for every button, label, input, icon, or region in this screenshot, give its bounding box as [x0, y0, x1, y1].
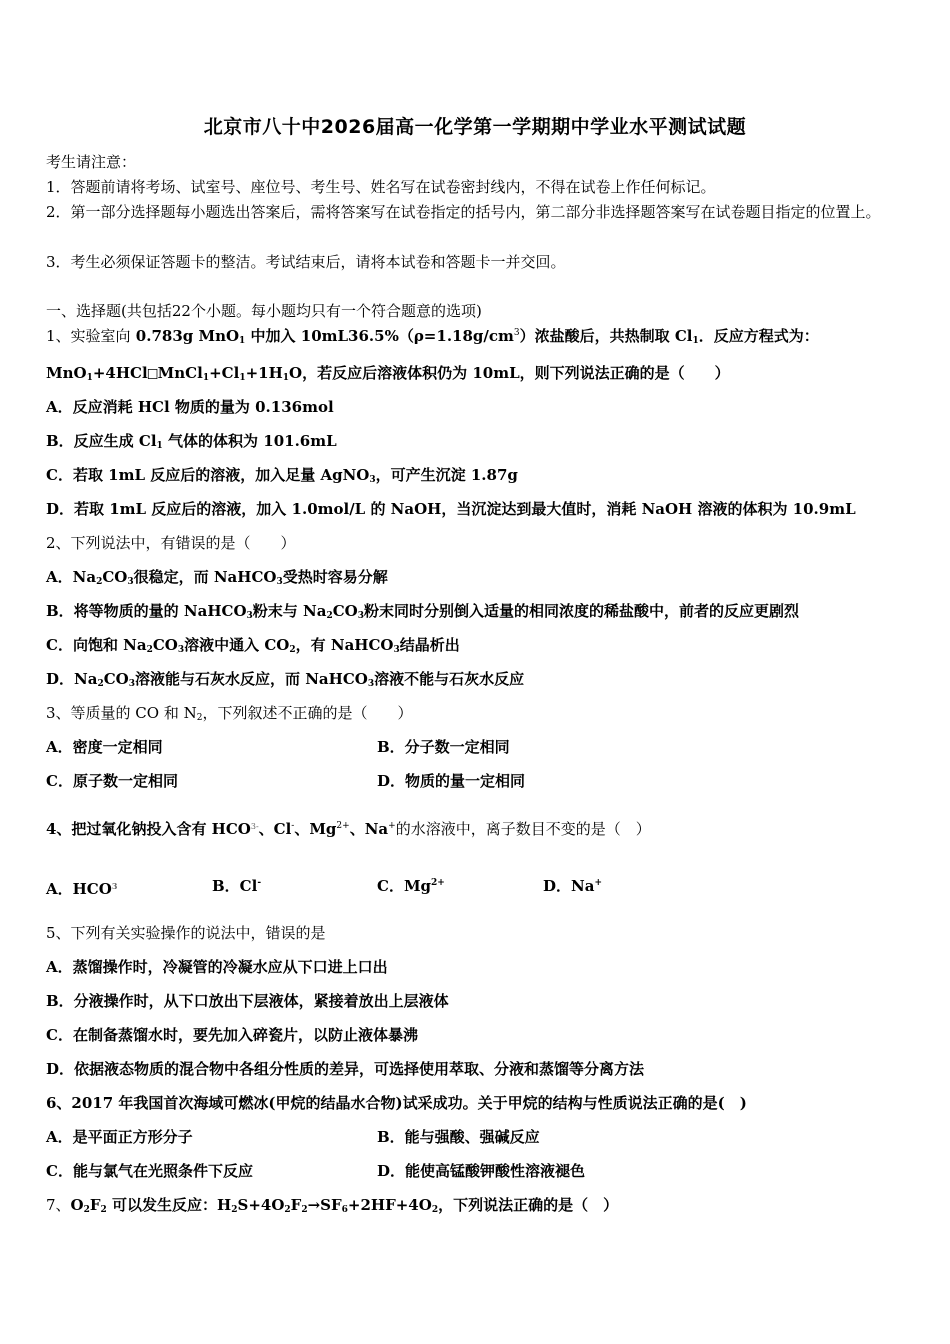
q1-text: +1H [245, 364, 283, 382]
q2-option-a [46, 567, 388, 587]
q4-faint-sub: 3 [250, 822, 256, 831]
q1-text: ．反应方程式为： [698, 327, 819, 345]
q1-sub: 1 [239, 373, 246, 383]
q2-opt-text: 溶液不能与石灰水反应 [374, 670, 525, 688]
q1-text: +Cl [209, 364, 240, 382]
q6-option-b: B．能与强酸、强碱反应 [377, 1128, 540, 1146]
q7-text: F [89, 1196, 101, 1214]
q7-text: →SF [307, 1196, 342, 1214]
q2-opt-text: CO [152, 636, 178, 654]
q5-option-b: B．分液操作时，从下口放出下层液体，紧接着放出上层液体 [46, 992, 449, 1010]
q2-opt-text: ，有 NaHCO [295, 636, 394, 654]
q5-option-a: A．蒸馏操作时，冷凝管的冷凝水应从下口进上口出 [46, 958, 388, 976]
q1-opt-text: C．若取 1mL 反应后的溶液，加入足量 AgNO [46, 466, 370, 484]
q4-option-c [377, 876, 445, 896]
q6-stem: 6、2017 年我国首次海域可燃冰(甲烷的结晶水合物)试采成功。关于甲烷的结构与性质说法正确的是( ) [46, 1094, 747, 1112]
q7-sub: 2 [284, 1205, 291, 1215]
q1-text: MnCl [157, 364, 203, 382]
page-title: 北京市八十中2026届高一化学第一学期期中学业水平测试试题 [203, 116, 747, 138]
q1-text: O，若反应后溶液体积仍为 10mL，则下列说法正确的是（ ） [289, 364, 730, 382]
q7-sub: 6 [341, 1205, 348, 1215]
q2-sub: 2 [289, 645, 296, 655]
q1-text: 中加入 10mL36.5%（ρ=1.18g/cm [245, 327, 514, 345]
q4-sup: 2+ [431, 878, 445, 888]
q4-text: 、Na [349, 820, 389, 838]
q1-sub: 1 [692, 336, 699, 346]
q2-opt-text: CO [332, 602, 358, 620]
q5-stem: 5、下列有关实验操作的说法中，错误的是 [46, 924, 326, 942]
q4-option-a [46, 876, 117, 899]
q2-opt-text: A．Na [46, 568, 97, 586]
notice-item-3: 3．考生必须保证答题卡的整洁。考试结束后，请将本试卷和答题卡一并交回。 [46, 253, 566, 271]
q7-sub: 2 [431, 1205, 439, 1215]
q4-opt-text: D．Na [543, 877, 595, 895]
q7-text: O [70, 1196, 84, 1214]
q4-sup: - [291, 821, 295, 831]
q2-sub: 3 [393, 645, 400, 655]
q2-opt-text: D．Na [46, 670, 98, 688]
q7-text: F [290, 1196, 302, 1214]
q4-opt-text: B．Cl [212, 877, 258, 895]
q1-text: ）浓盐酸后，共热制取 Cl [519, 327, 693, 345]
q7-sub: 2 [301, 1205, 308, 1215]
section-heading: 一、选择题(共包括22个小题。每小题均只有一个符合题意的选项) [46, 302, 482, 320]
q1-opt-text: B．反应生成 Cl [46, 432, 157, 450]
q4-option-d [543, 876, 602, 896]
q4-text: 4、把过氧化钠投入含有 HCO [46, 820, 251, 838]
q2-opt-text: C．向饱和 Na [46, 636, 147, 654]
q7-text: ，下列说法正确的是（ ） [438, 1196, 619, 1214]
q7-stem [46, 1195, 618, 1215]
q2-opt-text: 结晶析出 [399, 636, 460, 654]
q1-option-d: D．若取 1mL 反应后的溶液，加入 1.0mol/L 的 NaOH，当沉淀达到最大值时，消耗 NaOH 溶液的体积为 10.9mL [46, 500, 856, 518]
notice-heading: 考生请注意： [46, 153, 137, 171]
q6-option-a: A．是平面正方形分子 [46, 1128, 193, 1146]
q7-sub: 2 [231, 1205, 238, 1215]
q7-number: 7、 [46, 1196, 71, 1214]
q2-opt-text: 受热时容易分解 [282, 568, 388, 586]
q6-option-c: C．能与氯气在光照条件下反应 [46, 1162, 253, 1180]
q1-opt-text: ，可产生沉淀 1.87g [375, 466, 518, 484]
q4-text: 、Mg [294, 820, 337, 838]
q1-sub: 1 [86, 373, 93, 383]
q3-option-b: B．分子数一定相同 [377, 738, 510, 756]
q1-sub: 1 [202, 373, 210, 383]
q1-option-c [46, 465, 518, 485]
q3-stem [46, 703, 413, 723]
q2-opt-text: 很稳定，而 NaHCO [133, 568, 277, 586]
q3-text: 3、等质量的 CO 和 N [46, 704, 197, 722]
q2-option-d [46, 669, 524, 689]
q1-text: +4HCl [92, 364, 148, 382]
q2-sub: 3 [276, 577, 283, 587]
q7-sub: 2 [83, 1205, 90, 1215]
q2-sub: 3 [177, 645, 185, 655]
q1-text: 0.783g MnO [130, 327, 240, 345]
q4-opt-text: A．HCO [46, 880, 112, 898]
q7-text: +2HF+4O [347, 1196, 432, 1214]
q1-text: MnO [46, 364, 87, 382]
q5-option-d: D．依据液态物质的混合物中各组分性质的差异，可选择使用萃取、分液和蒸馏等分离方法 [46, 1060, 645, 1078]
q4-faint-sub: 3 [111, 881, 118, 891]
q2-option-b [46, 601, 799, 621]
q2-opt-text: B．将等物质的量的 NaHCO [46, 602, 247, 620]
q1-sub: 3 [369, 475, 376, 485]
q4-text: 、Cl [258, 820, 292, 838]
q2-sub: 2 [97, 679, 104, 689]
notice-item-2: 2．第一部分选择题每小题选出答案后，需将答案写在试卷指定的括号内，第二部分非选择题答案写在试卷题目指定的位置上。 [46, 203, 881, 221]
q2-sub: 3 [127, 577, 134, 587]
q1-sup: 3 [513, 328, 520, 338]
q2-sub: 2 [146, 645, 153, 655]
q2-sub: 3 [367, 679, 375, 689]
equation-arrow-glyph: ⃞ [147, 370, 158, 381]
q3-option-a: A．密度一定相同 [46, 738, 163, 756]
q2-sub: 3 [357, 611, 364, 621]
q4-text: 的水溶液中，离子数目不变的是（ ） [395, 820, 651, 838]
q4-sup: 2+ [336, 821, 350, 831]
q1-text: 实验室向 [70, 327, 131, 345]
q1-sub: 1 [239, 336, 246, 346]
q6-option-d: D．能使高锰酸钾酸性溶液褪色 [377, 1162, 586, 1180]
q2-stem: 2、下列说法中，有错误的是（ ） [46, 534, 296, 552]
q5-option-c: C．在制备蒸馏水时，要先加入碎瓷片，以防止液体暴沸 [46, 1026, 418, 1044]
q3-option-d: D．物质的量一定相同 [377, 772, 526, 790]
q1-sub: 1 [156, 441, 163, 451]
q2-opt-text: CO [103, 670, 129, 688]
q4-opt-text: C．Mg [377, 877, 432, 895]
q4-stem [46, 817, 651, 839]
q4-option-b [212, 876, 261, 896]
q1-stem-line1 [46, 326, 819, 346]
q3-sub: 2 [196, 713, 203, 723]
q7-text: 可以发生反应：H [106, 1196, 232, 1214]
q2-opt-text: 溶液能与石灰水反应，而 NaHCO [135, 670, 368, 688]
q4-sup: + [388, 821, 396, 831]
q1-opt-text: 气体的体积为 101.6mL [162, 432, 337, 450]
q1-option-a: A．反应消耗 HCl 物质的量为 0.136mol [46, 398, 334, 416]
q2-opt-text: 粉末同时分别倒入适量的相同浓度的稀盐酸中，前者的反应更剧烈 [363, 602, 799, 620]
q2-opt-text: 溶液中通入 CO [184, 636, 290, 654]
q4-sup: - [257, 878, 262, 888]
q2-sub: 3 [128, 679, 135, 689]
q4-faint-sup: - [255, 822, 259, 831]
q7-sub: 2 [100, 1205, 107, 1215]
q3-option-c: C．原子数一定相同 [46, 772, 178, 790]
q1-number: 1、 [46, 327, 71, 345]
q2-option-c [46, 635, 460, 655]
q1-option-b [46, 431, 337, 451]
q1-sub: 1 [282, 373, 290, 383]
q7-text: S+4O [237, 1196, 285, 1214]
q2-sub: 2 [96, 577, 103, 587]
q2-sub: 2 [326, 611, 333, 621]
q3-text: ，下列叙述不正确的是（ ） [202, 704, 413, 722]
q2-opt-text: 粉末与 Na [252, 602, 327, 620]
q4-sup: + [594, 878, 602, 888]
notice-item-1: 1．答题前请将考场、试室号、座位号、考生号、姓名写在试卷密封线内，不得在试卷上作任何标记。 [46, 178, 716, 196]
q1-stem-line2 [46, 363, 730, 386]
q2-opt-text: CO [102, 568, 128, 586]
q2-sub: 3 [246, 611, 253, 621]
